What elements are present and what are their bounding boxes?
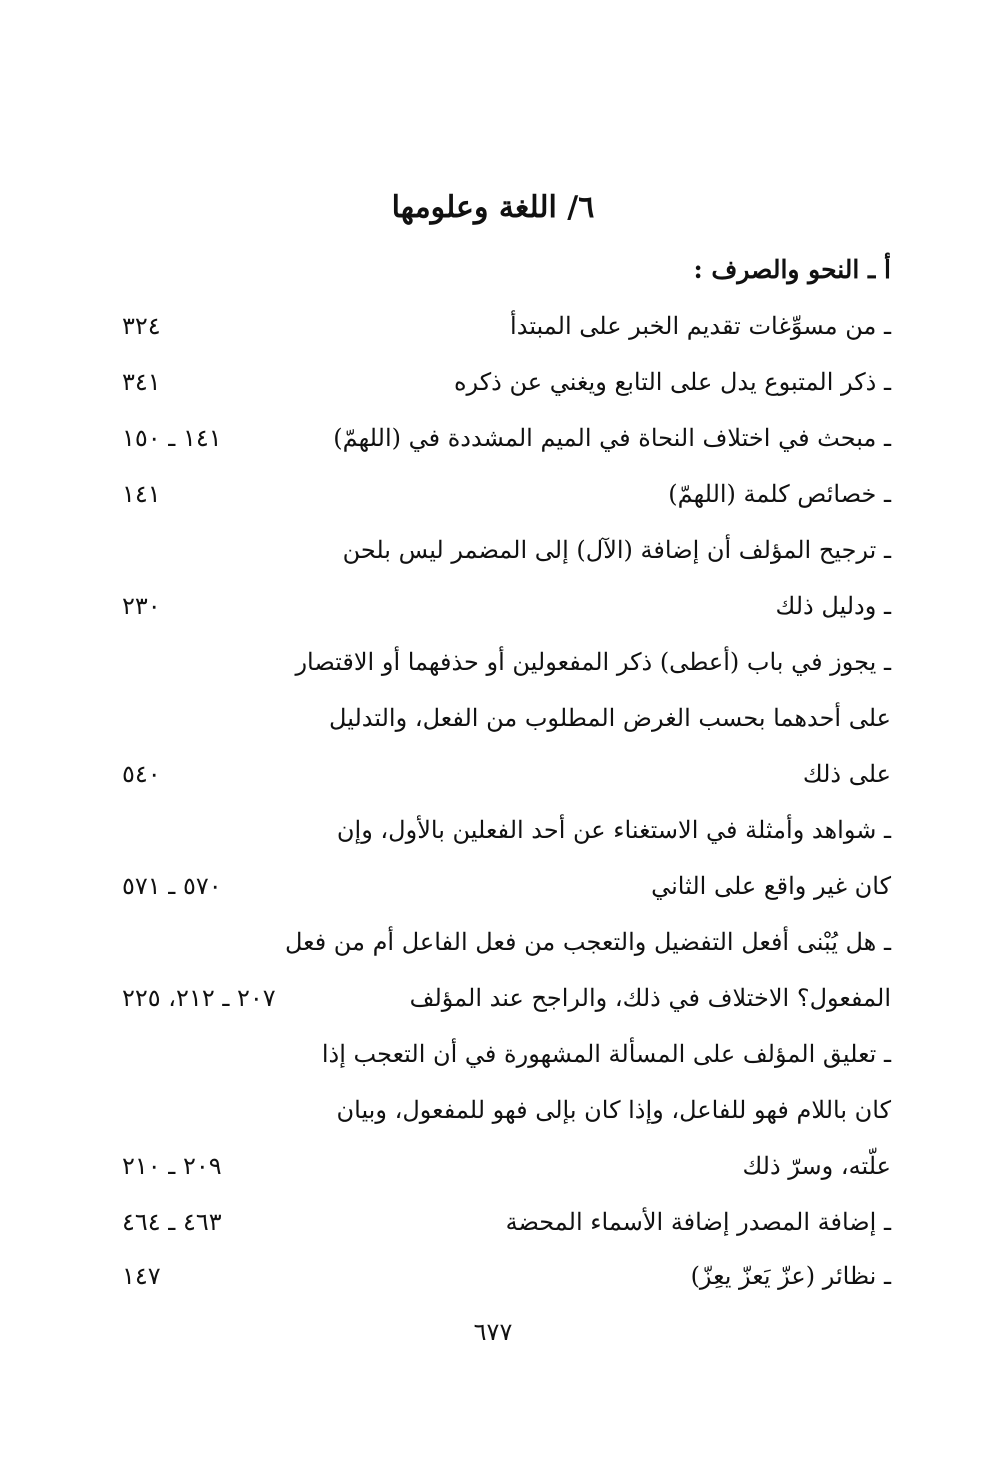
entry-line: المفعول؟ الاختلاف في ذلك، والراجح عند المؤلف (409, 984, 891, 1012)
entry-line: ـ مبحث في اختلاف النحاة في الميم المشددة في (اللهمّ) (333, 424, 891, 452)
page-number: ٦٧٧ (473, 1318, 513, 1346)
entry-page-ref: ١٤١ (122, 480, 161, 508)
entry-line: على ذلك (802, 760, 891, 788)
entry-page-ref: ٣٤١ (122, 368, 161, 396)
entry-line: ـ ذكر المتبوع يدل على التابع ويغني عن ذكره (453, 368, 891, 396)
entry-page-ref: ٢٠٩ ـ ٢١٠ (122, 1152, 222, 1180)
entry-line: ـ ترجيح المؤلف أن إضافة (الآل) إلى المضمر ليس بلحن (342, 536, 891, 564)
entry-page-ref: ٢٣٠ (122, 592, 161, 620)
entry-page-ref: ٥٧٠ ـ ٥٧١ (122, 872, 222, 900)
entry-page-ref: ٥٤٠ (122, 760, 161, 788)
entry-line: ـ إضافة المصدر إضافة الأسماء المحضة (505, 1208, 891, 1236)
chapter-heading: ٦/ اللغة وعلومها (391, 190, 595, 225)
entry-line: ـ شواهد وأمثلة في الاستغناء عن أحد الفعلين بالأول، وإن (336, 816, 891, 844)
entry-line: ـ هل يُبْنى أفعل التفضيل والتعجب من فعل الفاعل أم من فعل (284, 928, 891, 956)
entry-line: علّته، وسرّ ذلك (742, 1152, 891, 1180)
entry-page-ref: ١٤٧ (122, 1262, 161, 1290)
entry-line: كان باللام فهو للفاعل، وإذا كان بإلى فهو للمفعول، وبيان (336, 1096, 891, 1124)
entry-line: ـ نظائر (عزّ يَعزّ يعِزّ) (690, 1262, 891, 1290)
entry-line: ـ ودليل ذلك (775, 592, 891, 620)
entry-page-ref: ٤٦٣ ـ ٤٦٤ (122, 1208, 222, 1236)
entry-line: ـ تعليق المؤلف على المسألة المشهورة في أن التعجب إذا (321, 1040, 891, 1068)
entry-page-ref: ١٤١ ـ ١٥٠ (122, 424, 222, 452)
entry-line: ـ من مسوِّغات تقديم الخبر على المبتدأ (510, 312, 891, 340)
entry-line: على أحدهما بحسب الغرض المطلوب من الفعل، والتدليل (329, 704, 891, 732)
entry-line: كان غير واقع على الثاني (651, 872, 891, 900)
entry-line: ـ خصائص كلمة (اللهمّ) (668, 480, 891, 508)
section-heading: أ ـ النحو والصرف : (693, 255, 891, 284)
entry-page-ref: ٢٠٧ ـ ٢١٢، ٢٢٥ (122, 984, 276, 1012)
entry-line: ـ يجوز في باب (أعطى) ذكر المفعولين أو حذفهما أو الاقتصار (295, 648, 891, 676)
entry-page-ref: ٣٢٤ (122, 312, 161, 340)
